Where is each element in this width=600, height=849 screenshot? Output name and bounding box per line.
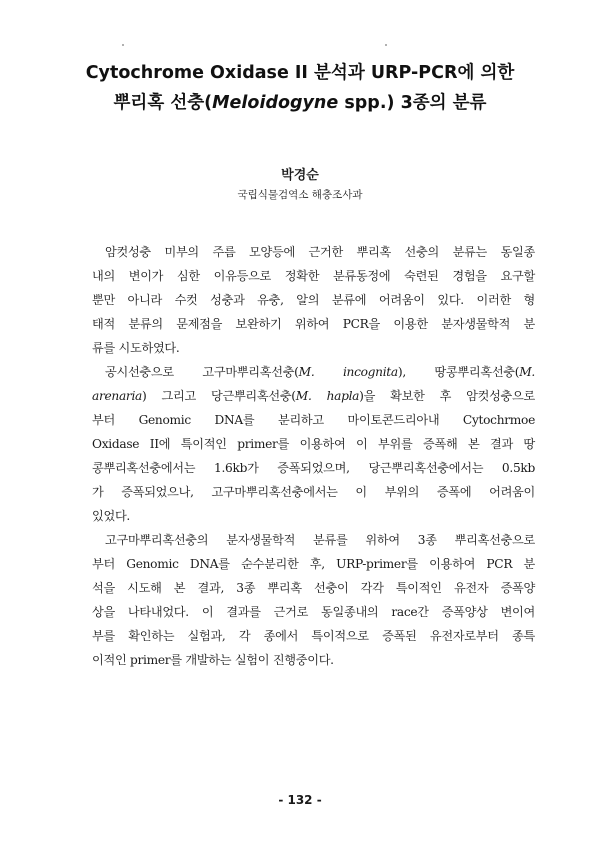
scan-speck	[385, 44, 387, 46]
text-line: 석을 시도해 본 결과, 3종 뿌리혹 선충이 각각 특이적인 유전자 증폭양	[92, 581, 535, 595]
scan-speck	[122, 44, 124, 46]
text-line: 내의 변이가 심한 이유등으로 정확한 분류동정에 숙련된 경험을 요구할	[92, 269, 535, 283]
author-affiliation: 국립식물검역소 해충조사과	[237, 189, 363, 201]
text-run: 공시선충으로 고구마뿌리혹선충(	[105, 365, 299, 379]
abstract-body	[92, 240, 535, 672]
text-line: 류를 시도하였다.	[92, 341, 180, 355]
title-line-1: Cytochrome Oxidase II 분석과 URP-PCR에 의한	[85, 63, 515, 83]
text-line: Oxidase II에 특이적인 primer를 이용하여 이 부위를 증폭해 본 결과 땅	[92, 437, 535, 451]
title-line-2-post: spp.) 3종의 분류	[338, 93, 487, 113]
text-run: ) 그리고 당근뿌리혹선충(	[142, 389, 296, 403]
text-line: 고구마뿌리혹선충의 분자생물학적 분류를 위하여 3종 뿌리혹선충으로	[105, 533, 535, 547]
paragraph-2	[92, 360, 535, 528]
text-line: 태적 분류의 문제점을 보완하기 위하여 PCR을 이용한 분자생물학적 분	[92, 317, 535, 331]
text-line: 있었다.	[92, 509, 130, 523]
page-number: - 132 -	[278, 793, 322, 807]
title-genus: Meloidogyne	[212, 93, 339, 113]
species-name: arenaria	[92, 389, 143, 403]
paragraph-3	[92, 528, 535, 672]
text-line: 부터 Genomic DNA를 분리하고 마이토콘드리아내 Cytochrmoe	[92, 413, 535, 427]
paragraph-1	[92, 240, 535, 360]
species-name: M. hapla	[295, 389, 360, 403]
text-line: 뿐만 아니라 수컷 성충과 유충, 알의 분류에 어려움이 있다. 이러한 형	[92, 293, 535, 307]
text-run: )을 확보한 후 암컷성충으로	[359, 389, 535, 403]
text-line: 부터 Genomic DNA를 순수분리한 후, URP-primer를 이용하여 PCR 분	[92, 557, 535, 571]
text-line: 부를 확인하는 실험과, 각 종에서 특이적으로 증폭된 유전자로부터 종특	[92, 629, 535, 643]
species-name: M. incognita	[298, 365, 398, 379]
text-line	[92, 384, 535, 408]
text-line: 이적인 primer를 개발하는 실험이 진행중이다.	[92, 653, 334, 667]
paper-title	[40, 58, 560, 118]
text-line	[92, 360, 535, 384]
text-line: 콩뿌리혹선충에서는 1.6kb가 증폭되었으며, 당근뿌리혹선충에서는 0.5kb	[92, 461, 535, 475]
text-line: 암컷성충 미부의 주름 모양등에 근거한 뿌리혹 선충의 분류는 동일종	[105, 245, 535, 259]
text-run: ), 땅콩뿌리혹선충(	[397, 365, 520, 379]
author-name: 박경순	[281, 168, 319, 183]
title-line-2-pre: 뿌리혹 선충(	[113, 93, 213, 113]
text-line: 가 증폭되었으나, 고구마뿌리혹선충에서는 이 부위의 증폭에 어려움이	[92, 485, 535, 499]
title-line-2	[40, 88, 560, 118]
text-line: 상을 나타내었다. 이 결과를 근거로 동일종내의 race간 증폭양상 변이여	[92, 605, 535, 619]
species-name: M.	[519, 365, 535, 379]
